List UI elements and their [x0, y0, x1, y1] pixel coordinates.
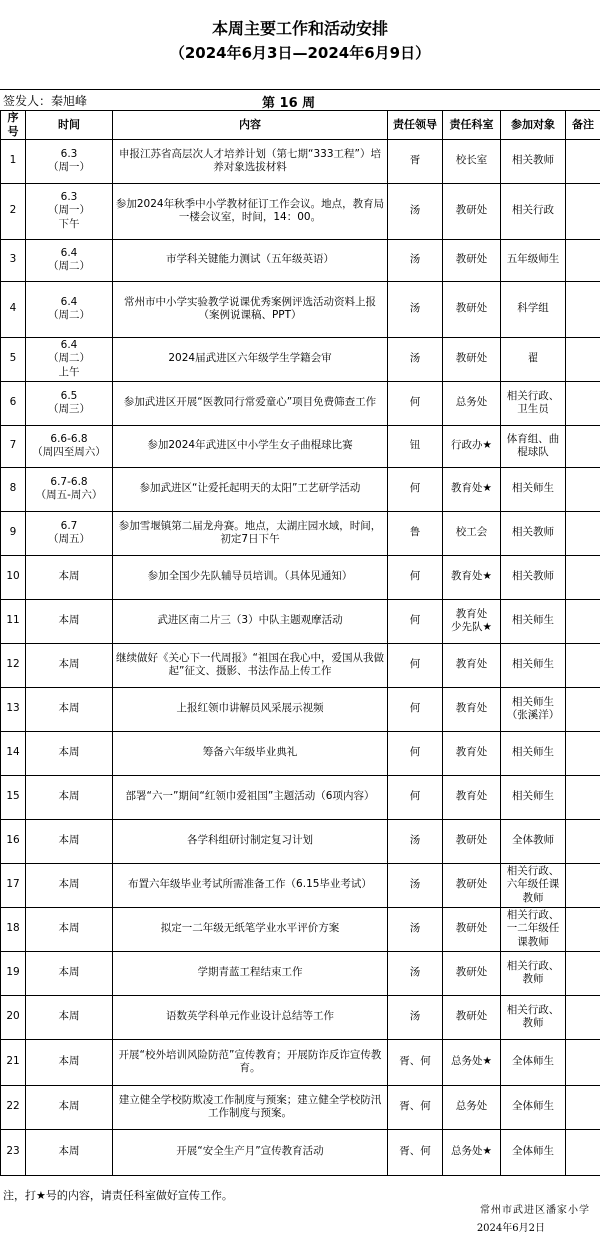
cell-note: [566, 467, 600, 511]
cell-no: 3: [1, 239, 26, 281]
cell-content: 参加武进区开展“医教同行常爱童心”项目免费筛查工作: [113, 381, 388, 425]
cell-no: 17: [1, 863, 26, 907]
cell-no: 9: [1, 511, 26, 555]
cell-leader: 何: [388, 381, 443, 425]
table-row: [1, 1085, 600, 1129]
cell-time: 6.4 （周二） 上午: [26, 337, 113, 381]
cell-people: 相关师生: [501, 467, 566, 511]
cell-dept: 校工会: [443, 511, 501, 555]
table-row: [1, 863, 600, 907]
table-row: [1, 995, 600, 1039]
table-row: [1, 1039, 600, 1085]
cell-no: 10: [1, 555, 26, 599]
cell-content: 参加2024年秋季中小学教材征订工作会议。地点，教育局一楼会议室，时间，14：00。: [113, 183, 388, 239]
cell-people: 全体教师: [501, 819, 566, 863]
cell-note: [566, 183, 600, 239]
cell-leader: 何: [388, 643, 443, 687]
cell-note: [566, 643, 600, 687]
cell-dept: 教研处: [443, 239, 501, 281]
table-row: [1, 951, 600, 995]
cell-leader: 汤: [388, 337, 443, 381]
cell-dept: 教育处: [443, 687, 501, 731]
table-row: [1, 239, 600, 281]
cell-no: 4: [1, 281, 26, 337]
page-title: 本周主要工作和活动安排: [211, 19, 388, 38]
cell-time: 本周: [26, 907, 113, 951]
cell-people: 全体师生: [501, 1039, 566, 1085]
cell-note: [566, 995, 600, 1039]
cell-leader: 胥、何: [388, 1039, 443, 1085]
cell-note: [566, 1129, 600, 1175]
cell-note: [566, 951, 600, 995]
cell-leader: 汤: [388, 995, 443, 1039]
cell-time: 本周: [26, 819, 113, 863]
cell-people: 相关行政: [501, 183, 566, 239]
cell-time: 6.4 （周二）: [26, 281, 113, 337]
cell-no: 15: [1, 775, 26, 819]
cell-content: 参加2024年武进区中小学生女子曲棍球比赛: [113, 425, 388, 467]
table-row: [1, 183, 600, 239]
cell-note: [566, 337, 600, 381]
cell-people: 相关行政、教师: [501, 951, 566, 995]
cell-content: 上报红领巾讲解员风采展示视频: [113, 687, 388, 731]
cell-people: 科学组: [501, 281, 566, 337]
cell-dept: 教研处: [443, 183, 501, 239]
cell-content: 武进区南二片三（3）中队主题观摩活动: [113, 599, 388, 643]
cell-dept: 教研处: [443, 337, 501, 381]
cell-content: 部署“六一”期间“红领巾爱祖国”主题活动（6项内容）: [113, 775, 388, 819]
header-leader: 责任领导: [388, 111, 443, 140]
cell-no: 19: [1, 951, 26, 995]
cell-content: 语数英学科单元作业设计总结等工作: [113, 995, 388, 1039]
cell-time: 6.4 （周二）: [26, 239, 113, 281]
cell-time: 6.3 （周一）: [26, 139, 113, 183]
cell-people: 相关师生: [501, 731, 566, 775]
cell-no: 11: [1, 599, 26, 643]
cell-time: 6.5 （周三）: [26, 381, 113, 425]
cell-note: [566, 425, 600, 467]
cell-note: [566, 731, 600, 775]
cell-time: 本周: [26, 1085, 113, 1129]
cell-content: 继续做好《关心下一代周报》“祖国在我心中，爱国从我做起”征文、摄影、书法作品上传工作: [113, 643, 388, 687]
cell-note: [566, 1085, 600, 1129]
header-no: 序号: [1, 111, 26, 140]
cell-no: 18: [1, 907, 26, 951]
cell-people: 全体师生: [501, 1085, 566, 1129]
cell-time: 本周: [26, 731, 113, 775]
cell-content: 学期青蓝工程结束工作: [113, 951, 388, 995]
cell-content: 各学科组研讨制定复习计划: [113, 819, 388, 863]
table-row: [1, 381, 600, 425]
cell-note: [566, 819, 600, 863]
cell-content: 参加武进区“让爱托起明天的太阳”工艺研学活动: [113, 467, 388, 511]
cell-leader: 何: [388, 687, 443, 731]
cell-dept: 校长室: [443, 139, 501, 183]
cell-note: [566, 687, 600, 731]
cell-people: 相关行政、六年级任课教师: [501, 863, 566, 907]
cell-no: 12: [1, 643, 26, 687]
table-row: [1, 1129, 600, 1175]
cell-content: 申报江苏省高层次人才培养计划（第七期“333工程”）培养对象选拔材料: [113, 139, 388, 183]
cell-time: 本周: [26, 775, 113, 819]
cell-no: 20: [1, 995, 26, 1039]
table-row: [1, 337, 600, 381]
cell-content: 开展“安全生产月”宣传教育活动: [113, 1129, 388, 1175]
cell-time: 本周: [26, 599, 113, 643]
cell-no: 22: [1, 1085, 26, 1129]
cell-people: 相关教师: [501, 139, 566, 183]
cell-note: [566, 1039, 600, 1085]
table-row: [1, 907, 600, 951]
cell-leader: 汤: [388, 907, 443, 951]
cell-time: 6.6-6.8 （周四至周六）: [26, 425, 113, 467]
cell-dept: 教研处: [443, 819, 501, 863]
week-label: 第 16 周: [262, 96, 316, 111]
cell-content: 筹备六年级毕业典礼: [113, 731, 388, 775]
cell-note: [566, 555, 600, 599]
cell-leader: 汤: [388, 819, 443, 863]
issue-date: 2024年6月2日: [476, 1223, 545, 1234]
cell-leader: 胥: [388, 139, 443, 183]
table-row: [1, 425, 600, 467]
cell-note: [566, 139, 600, 183]
cell-time: 本周: [26, 643, 113, 687]
cell-people: 相关行政、一二年级任课教师: [501, 907, 566, 951]
cell-dept: 教育处★: [443, 467, 501, 511]
cell-people: 相关师生: [501, 775, 566, 819]
cell-note: [566, 775, 600, 819]
cell-time: 本周: [26, 687, 113, 731]
cell-leader: 汤: [388, 863, 443, 907]
cell-content: 建立健全学校防欺凌工作制度与预案；建立健全学校防汛工作制度与预案。: [113, 1085, 388, 1129]
page-subtitle: （2024年6月3日—2024年6月9日）: [169, 44, 431, 62]
cell-dept: 教研处: [443, 951, 501, 995]
header-note: 备注: [566, 111, 600, 140]
cell-time: 本周: [26, 1129, 113, 1175]
table-row: [1, 555, 600, 599]
cell-people: 相关师生: [501, 599, 566, 643]
cell-note: [566, 511, 600, 555]
cell-no: 16: [1, 819, 26, 863]
cell-no: 2: [1, 183, 26, 239]
cell-content: 常州市中小学实验教学说课优秀案例评选活动资料上报（案例说课稿、PPT）: [113, 281, 388, 337]
cell-no: 7: [1, 425, 26, 467]
cell-content: 参加雪堰镇第二届龙舟赛。地点，太湖庄园水域，时间，初定7日下午: [113, 511, 388, 555]
cell-leader: 何: [388, 555, 443, 599]
cell-time: 本周: [26, 555, 113, 599]
cell-time: 本周: [26, 951, 113, 995]
cell-content: 市学科关键能力测试（五年级英语）: [113, 239, 388, 281]
cell-dept: 总务处: [443, 381, 501, 425]
cell-people: 翟: [501, 337, 566, 381]
cell-people: 相关行政、卫生员: [501, 381, 566, 425]
cell-people: 五年级师生: [501, 239, 566, 281]
cell-leader: 胥、何: [388, 1085, 443, 1129]
cell-leader: 汤: [388, 281, 443, 337]
cell-time: 本周: [26, 995, 113, 1039]
cell-dept: 教研处: [443, 995, 501, 1039]
table-row: [1, 139, 600, 183]
table-row: [1, 687, 600, 731]
cell-no: 5: [1, 337, 26, 381]
cell-dept: 教育处 少先队★: [443, 599, 501, 643]
cell-leader: 何: [388, 775, 443, 819]
cell-leader: 何: [388, 599, 443, 643]
cell-time: 6.3 （周一） 下午: [26, 183, 113, 239]
cell-leader: 汤: [388, 951, 443, 995]
table-header-row: [1, 111, 600, 140]
cell-no: 13: [1, 687, 26, 731]
cell-dept: 教研处: [443, 863, 501, 907]
cell-leader: 汤: [388, 183, 443, 239]
cell-note: [566, 281, 600, 337]
cell-people: 相关行政、教师: [501, 995, 566, 1039]
table-row: [1, 775, 600, 819]
cell-leader: 钮: [388, 425, 443, 467]
meta-row: [0, 89, 600, 110]
header-content: 内容: [113, 111, 388, 140]
cell-content: 开展“校外培训风险防范”宣传教育；开展防诈反诈宣传教育。: [113, 1039, 388, 1085]
cell-no: 21: [1, 1039, 26, 1085]
cell-note: [566, 599, 600, 643]
cell-time: 6.7-6.8 （周五-周六）: [26, 467, 113, 511]
table-row: [1, 819, 600, 863]
cell-people: 体育组、曲棍球队: [501, 425, 566, 467]
table-row: [1, 281, 600, 337]
cell-note: [566, 381, 600, 425]
footnote: 注，打★号的内容，请责任科室做好宣传工作。: [3, 1189, 233, 1202]
cell-no: 6: [1, 381, 26, 425]
cell-people: 相关师生: [501, 643, 566, 687]
table-row: [1, 731, 600, 775]
header-time: 时间: [26, 111, 113, 140]
cell-content: 2024届武进区六年级学生学籍会审: [113, 337, 388, 381]
table-row: [1, 599, 600, 643]
cell-leader: 鲁: [388, 511, 443, 555]
cell-people: 相关教师: [501, 511, 566, 555]
cell-leader: 何: [388, 731, 443, 775]
cell-content: 参加全国少先队辅导员培训。（具体见通知）: [113, 555, 388, 599]
issuer-label: 签发人：秦旭峰: [3, 94, 88, 108]
cell-content: 拟定一二年级无纸笔学业水平评价方案: [113, 907, 388, 951]
cell-people: 相关教师: [501, 555, 566, 599]
schedule-table: [0, 110, 600, 1176]
cell-leader: 汤: [388, 239, 443, 281]
table-row: [1, 511, 600, 555]
cell-note: [566, 239, 600, 281]
header-people: 参加对象: [501, 111, 566, 140]
cell-dept: 总务处: [443, 1085, 501, 1129]
table-row: [1, 643, 600, 687]
cell-dept: 总务处★: [443, 1039, 501, 1085]
header-dept: 责任科室: [443, 111, 501, 140]
cell-dept: 教育处: [443, 643, 501, 687]
cell-dept: 教研处: [443, 281, 501, 337]
cell-leader: 胥、何: [388, 1129, 443, 1175]
cell-dept: 教育处★: [443, 555, 501, 599]
cell-no: 8: [1, 467, 26, 511]
table-row: [1, 467, 600, 511]
cell-people: 相关师生 （张溪洋）: [501, 687, 566, 731]
cell-content: 布置六年级毕业考试所需准备工作（6.15毕业考试）: [113, 863, 388, 907]
cell-dept: 教研处: [443, 907, 501, 951]
cell-dept: 教育处: [443, 775, 501, 819]
cell-note: [566, 907, 600, 951]
cell-dept: 行政办★: [443, 425, 501, 467]
cell-no: 14: [1, 731, 26, 775]
cell-time: 本周: [26, 1039, 113, 1085]
cell-people: 全体师生: [501, 1129, 566, 1175]
cell-time: 本周: [26, 863, 113, 907]
cell-no: 1: [1, 139, 26, 183]
cell-leader: 何: [388, 467, 443, 511]
cell-time: 6.7 （周五）: [26, 511, 113, 555]
cell-note: [566, 863, 600, 907]
cell-dept: 教育处: [443, 731, 501, 775]
school-name: 常州市武进区潘家小学: [480, 1205, 590, 1216]
cell-dept: 总务处★: [443, 1129, 501, 1175]
cell-no: 23: [1, 1129, 26, 1175]
